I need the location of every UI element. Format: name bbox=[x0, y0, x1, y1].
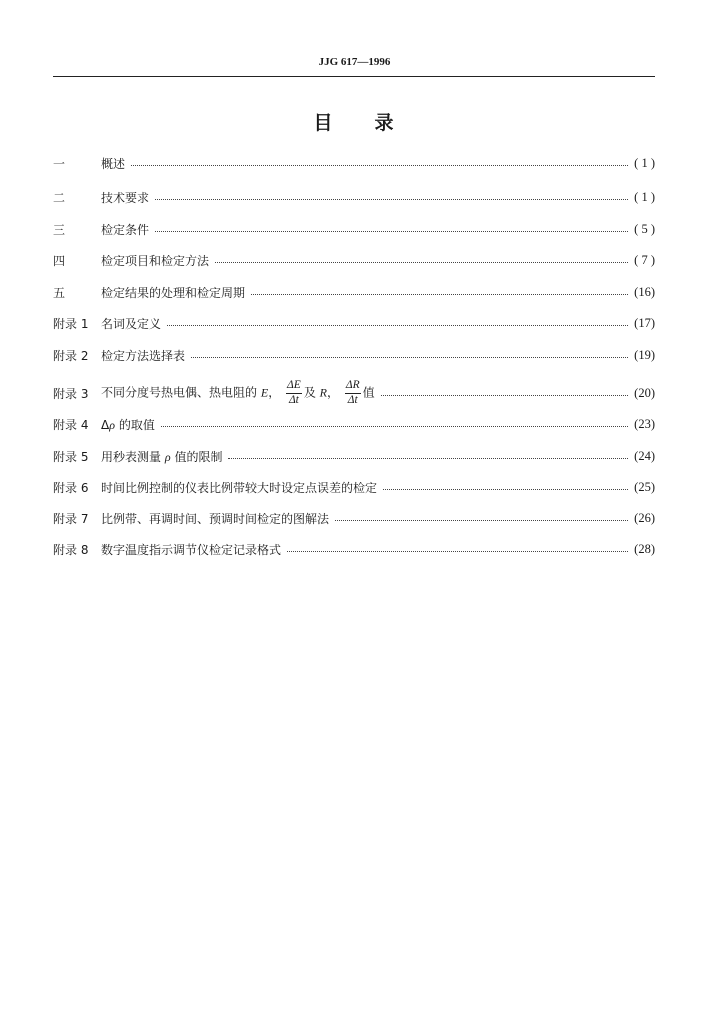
toc-entry-title: 时间比例控制的仪表比例带较大时设定点误差的检定 bbox=[101, 480, 378, 495]
dot-leader bbox=[161, 425, 628, 427]
dot-leader bbox=[131, 164, 628, 166]
toc-entry-title: 检定条件 bbox=[101, 222, 150, 237]
toc-entry-number: 附录 2 bbox=[53, 348, 89, 363]
dot-leader bbox=[383, 488, 628, 490]
page-title bbox=[0, 108, 709, 135]
toc-entry-title: 数字温度指示调节仪检定记录格式 bbox=[101, 542, 282, 557]
toc-entry[interactable] bbox=[53, 507, 655, 529]
toc-entry-number: 附录 4 bbox=[53, 417, 89, 432]
toc-entry-page: (24) bbox=[634, 448, 655, 463]
toc-entry[interactable] bbox=[53, 218, 655, 240]
variable-rho: ρ bbox=[164, 449, 171, 464]
toc-entry-page: (28) bbox=[634, 541, 655, 556]
toc-entry-number: 一 bbox=[53, 156, 66, 171]
toc-entry-page: ( 5 ) bbox=[634, 221, 655, 236]
toc-entry[interactable] bbox=[53, 445, 655, 467]
toc-entry-page: (19) bbox=[634, 347, 655, 362]
toc-entry-title: 检定项目和检定方法 bbox=[101, 253, 210, 268]
toc-entry-page: ( 1 ) bbox=[634, 155, 655, 170]
toc-entry-number: 三 bbox=[53, 222, 66, 237]
dot-leader bbox=[155, 198, 628, 200]
toc-entry-number: 附录 6 bbox=[53, 480, 89, 495]
toc-entry-title: 不同分度号热电偶、热电阻的 E， $\frac{\Delta E}{\Delta t}$ 及 R， $\frac{\Delta R}{\Delta t}$ 值 bbox=[101, 379, 375, 406]
dot-leader bbox=[215, 261, 628, 263]
fraction-delta-e-over-delta-t: $\frac{\Delta E}{\Delta t}$ bbox=[287, 379, 301, 406]
toc-entry-number: 四 bbox=[53, 253, 66, 268]
dot-leader bbox=[335, 519, 628, 521]
toc-entry-page: ( 1 ) bbox=[634, 189, 655, 204]
toc-entry-title: 比例带、再调时间、预调时间检定的图解法 bbox=[101, 511, 330, 526]
toc-entry-title: 名词及定义 bbox=[101, 316, 162, 331]
toc-entry-title: Δρ 的取值 bbox=[101, 417, 155, 432]
title-char-2: 录 bbox=[374, 112, 396, 134]
dot-leader bbox=[251, 293, 628, 295]
toc-entry-number: 附录 8 bbox=[53, 542, 89, 557]
variable-rho: ρ bbox=[109, 417, 115, 432]
toc-entry-page: (23) bbox=[634, 416, 655, 431]
toc-entry-title: 检定结果的处理和检定周期 bbox=[101, 285, 246, 300]
toc-entry-page: (25) bbox=[634, 479, 655, 494]
toc-entry[interactable] bbox=[53, 152, 655, 174]
toc-entry-page: (20) bbox=[634, 385, 655, 400]
toc-entry-number: 二 bbox=[53, 190, 66, 205]
toc-entry-page: (26) bbox=[634, 510, 655, 525]
document-code: JJG 617—1996 bbox=[318, 56, 391, 68]
toc-entry-page: ( 7 ) bbox=[634, 252, 655, 267]
header-rule bbox=[53, 76, 655, 77]
toc-entry-number: 五 bbox=[53, 285, 66, 300]
toc-entry[interactable] bbox=[53, 312, 655, 334]
dot-leader bbox=[381, 394, 629, 396]
dot-leader bbox=[287, 550, 628, 552]
toc-entry-title: 检定方法选择表 bbox=[101, 348, 186, 363]
toc-entry-number: 附录 7 bbox=[53, 511, 89, 526]
toc-entry[interactable] bbox=[53, 249, 655, 271]
toc-entry-title: 技术要求 bbox=[101, 190, 150, 205]
dot-leader bbox=[228, 457, 628, 459]
title-char-1: 目 bbox=[313, 112, 335, 134]
toc-entry-number: 附录 1 bbox=[53, 316, 89, 331]
toc-entry-number: 附录 5 bbox=[53, 449, 89, 464]
toc-entry-page: (16) bbox=[634, 284, 655, 299]
toc-entry[interactable] bbox=[53, 344, 655, 366]
toc-entry[interactable] bbox=[53, 186, 655, 208]
toc-entry-title: 用秒表测量 ρ 值的限制 bbox=[101, 449, 223, 464]
fraction-delta-r-over-delta-t: $\frac{\Delta R}{\Delta t}$ bbox=[345, 379, 360, 406]
toc-entry-title: 概述 bbox=[101, 156, 126, 171]
dot-leader bbox=[155, 230, 628, 232]
variable-r: R bbox=[319, 385, 327, 400]
toc-entry-number: 附录 3 bbox=[53, 386, 89, 401]
toc-entry[interactable] bbox=[53, 378, 655, 408]
toc-entry[interactable] bbox=[53, 281, 655, 303]
toc-entry-page: (17) bbox=[634, 315, 655, 330]
dot-leader bbox=[167, 324, 628, 326]
toc-entry[interactable] bbox=[53, 538, 655, 560]
toc-entry[interactable] bbox=[53, 476, 655, 498]
variable-e: E bbox=[260, 385, 269, 400]
dot-leader bbox=[191, 356, 628, 358]
toc-entry[interactable] bbox=[53, 413, 655, 435]
